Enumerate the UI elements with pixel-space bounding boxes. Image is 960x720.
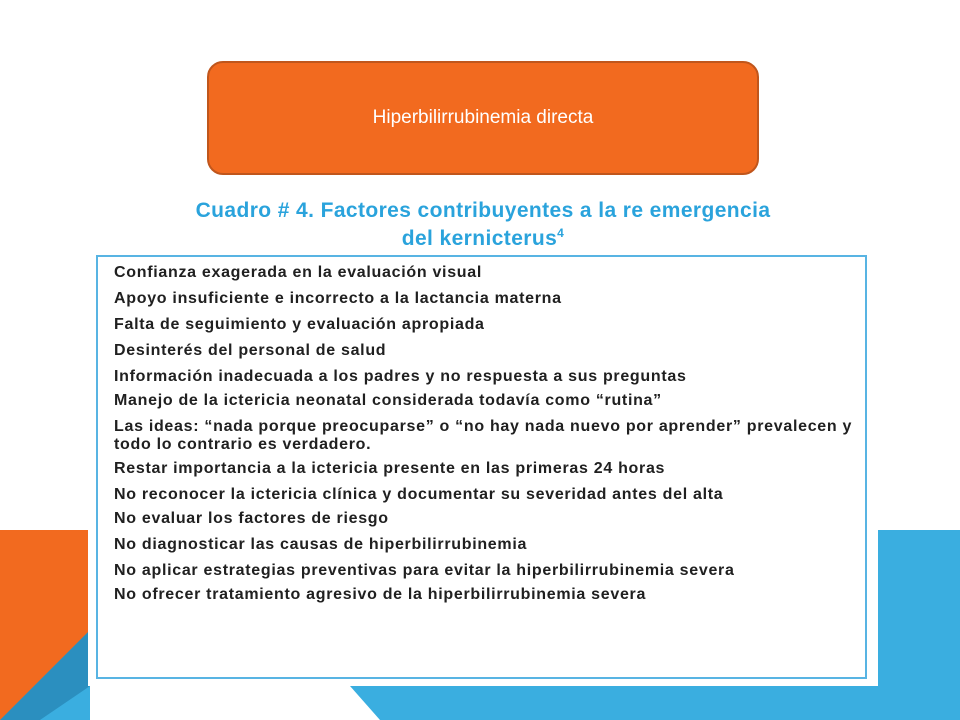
list-item: No diagnosticar las causas de hiperbilirrubinemia (114, 536, 528, 553)
list-item: Confianza exagerada en la evaluación visual (114, 264, 483, 281)
table-title-line2 (88, 222, 878, 250)
list-item: No reconocer la ictericia clínica y documentar su severidad antes del alta (114, 486, 724, 503)
banner-text: Hiperbilirrubinemia directa (372, 107, 594, 128)
blue-bottom-shape (350, 686, 878, 720)
list-item: Restar importancia a la ictericia presente en las primeras 24 horas (114, 460, 666, 477)
list-item: No ofrecer tratamiento agresivo de la hiperbilirrubinemia severa (114, 586, 647, 603)
list-item: Apoyo insuficiente e incorrecto a la lactancia materna (114, 290, 562, 307)
list-item: No evaluar los factores de riesgo (114, 510, 389, 527)
title-banner (207, 61, 759, 175)
table-title-line2-text: del kernicterus (401, 227, 558, 250)
blue-right-shape (878, 530, 960, 720)
table-title-line1: Cuadro # 4. Factores contribuyentes a la re emergencia (195, 199, 771, 222)
factors-table (96, 255, 867, 679)
list-item: Manejo de la ictericia neonatal considerada todavía como “rutina” (114, 392, 662, 409)
table-title-superscript: 4 (557, 226, 565, 240)
list-item: Desinterés del personal de salud (114, 342, 387, 359)
list-item: Las ideas: “nada porque preocuparse” o “no hay nada nuevo por aprender” prevalecen y todo lo contrario es verdadero. (114, 418, 853, 453)
factors-list (98, 257, 865, 604)
list-item: Falta de seguimiento y evaluación apropiada (114, 316, 485, 333)
list-item: Información inadecuada a los padres y no respuesta a sus preguntas (114, 368, 687, 385)
list-item: No aplicar estrategias preventivas para evitar la hiperbilirrubinemia severa (114, 562, 735, 579)
table-image (88, 192, 878, 686)
table-title (88, 200, 878, 250)
